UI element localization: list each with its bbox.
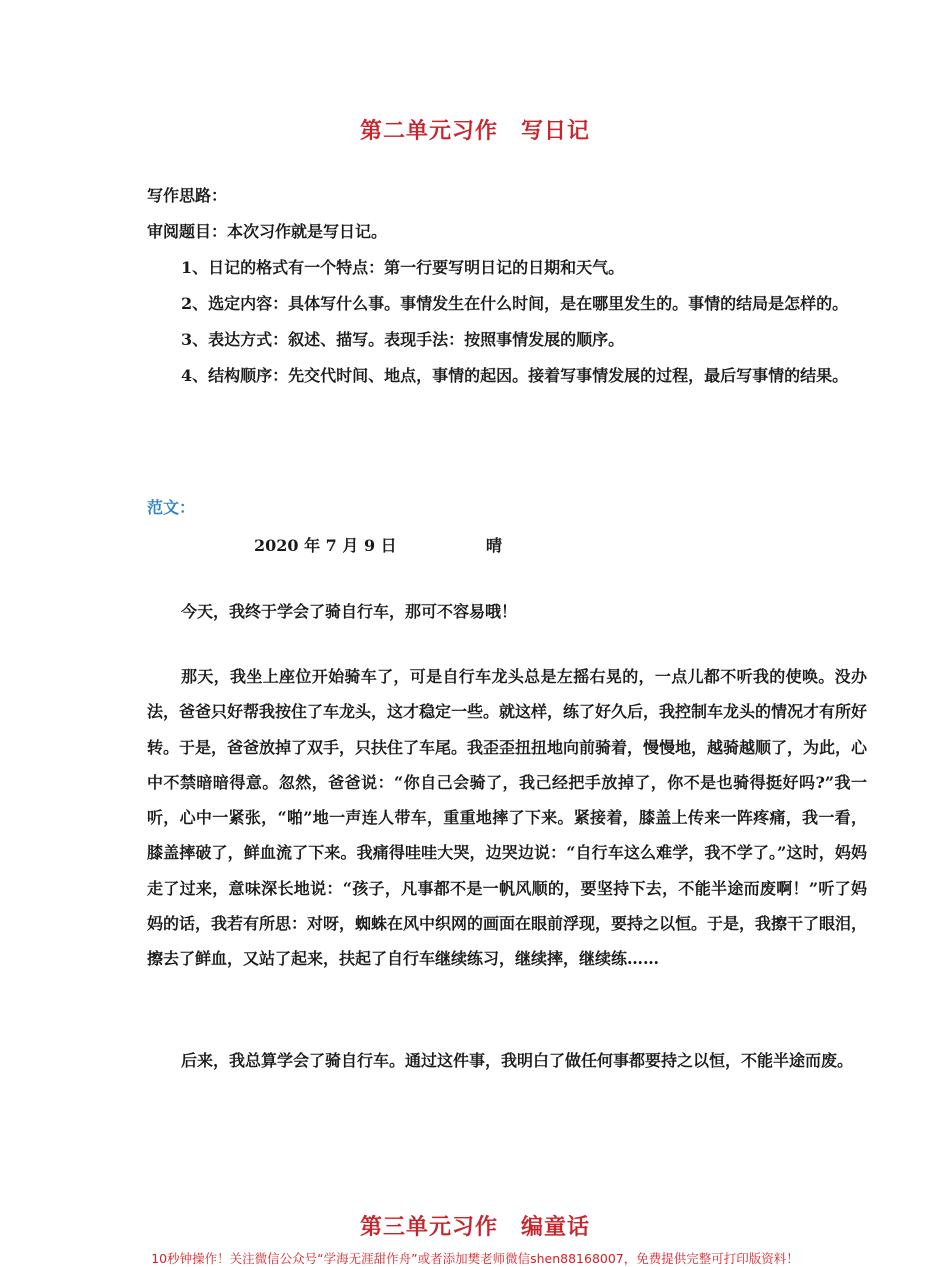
page-title-unit-2: 第二单元习作 写日记	[359, 118, 590, 144]
writing-tips-section	[147, 178, 867, 394]
sample-paragraph-3-block	[147, 1043, 867, 1078]
diary-weather: 晴	[486, 536, 503, 555]
sample-paragraph-2-block	[147, 659, 867, 977]
sample-paragraph-1-block	[147, 594, 867, 629]
footer-notice: 10秒钟操作！关注微信公众号“学海无涯甜作舟”或者添加樊老师微信shen88168007，免费提供完整可打印版资料！	[151, 1251, 799, 1266]
writing-tips-heading: 写作思路：	[147, 186, 228, 205]
sample-essay-label: 范文：	[147, 498, 196, 517]
tip-point-4: 4、结构顺序：先交代时间、地点，事情的起因。接着写事情发展的过程，最后写事情的结果。	[181, 366, 849, 385]
sample-paragraph-3: 后来，我总算学会了骑自行车。通过这件事，我明白了做任何事都要持之以恒，不能半途而废。	[181, 1051, 854, 1070]
tip-point-2: 2、选定内容：具体写什么事。事情发生在什么时间，是在哪里发生的。事情的结局是怎样的。	[181, 294, 849, 313]
diary-date: 2020 年 7 月 9 日	[254, 536, 397, 555]
review-topic-line: 审阅题目：本次习作就是写日记。	[147, 222, 388, 241]
sample-paragraph-2: 那天，我坐上座位开始骑车了，可是自行车龙头总是左摇右晃的，一点儿都不听我的使唤。没办法，爸爸只好帮我按住了车龙头，这才稳定一些。就这样，练了好久后，我控制车龙头的情况才有所好转。于是，爸爸放掉了双手，只扶住了车尾。我歪歪扭扭地向前骑着，慢慢地，越骑越顺了，为此，心中不禁暗暗得意。忽然，爸爸说：“你自己会骑了，我己经把手放掉了，你不是也骑得挺好吗?”我一听，心中一紧张，“啪”地一声连人带车，重重地摔了下来。紧接着，膝盖上传来一阵疼痛，我一看，膝盖摔破了，鲜血流了下来。我痛得哇哇大哭，边哭边说：“自行车这么难学，我不学了。”这时，妈妈走了过来，意味深长地说：“孩子，凡事都不是一帆风顺的，要坚持下去，不能半途而废啊！”听了妈妈的话，我若有所思：对呀，蜘蛛在风中织网的画面在眼前浮现，要持之以恒。于是，我擦干了眼泪，擦去了鲜血，又站了起来，扶起了自行车继续练习，继续摔，继续练……	[147, 667, 868, 969]
tip-point-1: 1、日记的格式有一个特点：第一行要写明日记的日期和天气。	[181, 258, 625, 277]
sample-paragraph-1: 今天，我终于学会了骑自行车，那可不容易哦！	[181, 602, 518, 621]
page-title-unit-3: 第三单元习作 编童话	[359, 1214, 590, 1240]
tip-point-3: 3、表达方式：叙述、描写。表现手法：按照事情发展的顺序。	[181, 330, 625, 349]
